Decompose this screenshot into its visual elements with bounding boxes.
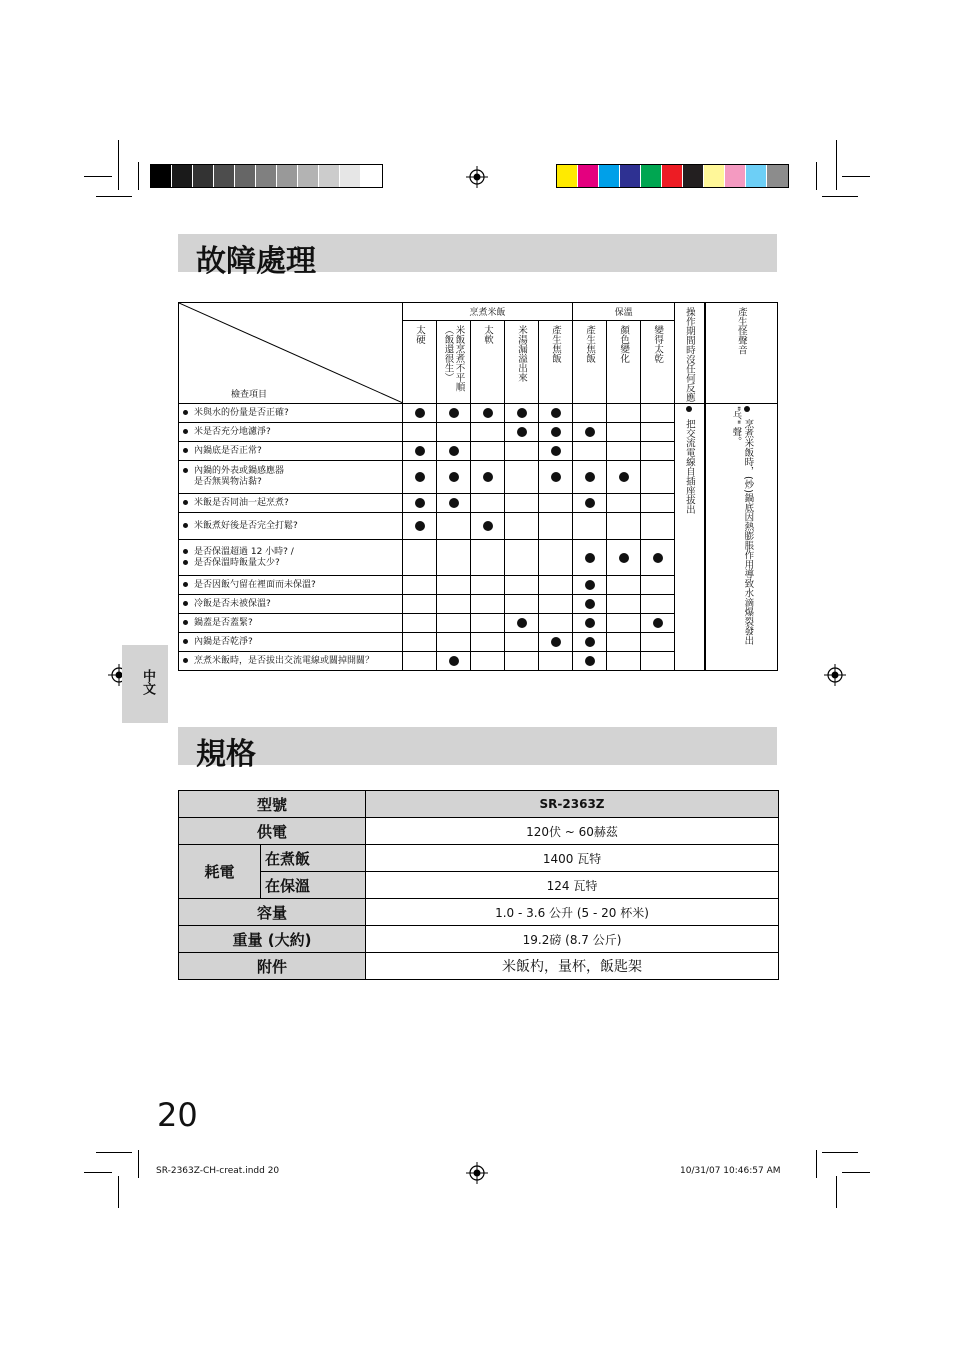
symptom-cell [403,442,437,461]
language-side-tab [122,645,168,723]
symptom-cell [539,442,573,461]
check-item-text: 米飯煮好後是否完全打鬆? [194,520,298,531]
registration-mark-icon [466,166,488,188]
symptom-cell [539,576,573,595]
bullet-icon [686,406,692,412]
check-item [179,652,403,671]
color-swatch [578,165,599,187]
check-item [179,576,403,595]
symptom-cell [505,461,539,494]
symptom-cell [403,494,437,513]
bullet-icon [183,523,188,528]
check-item [179,461,403,494]
symptom-cell [607,404,641,423]
symptom-cell [505,633,539,652]
symptom-cell [641,614,675,633]
crop-mark [96,196,132,197]
symptom-cell [573,494,607,513]
registration-mark-icon [824,664,846,686]
crop-mark [84,1172,112,1173]
dot-marker-icon [449,472,459,482]
symptom-cell [641,652,675,671]
model-value: SR-2363Z [366,791,779,818]
gray-swatch [340,165,361,187]
check-item [179,614,403,633]
crop-mark [816,1150,817,1178]
bullet-icon [183,448,188,453]
check-item-text: 是否保溫超過 12 小時? / [194,546,294,557]
dot-marker-icon [585,637,595,647]
operation-note-cell [675,404,705,671]
dot-marker-icon [415,446,425,456]
symptom-cell [573,614,607,633]
symptom-cell [437,540,471,576]
check-item-text: 冷飯是否未被保溫? [194,598,271,609]
symptom-cell [607,513,641,540]
color-swatch [725,165,746,187]
symptom-cell [539,423,573,442]
symptom-cell [573,423,607,442]
symptom-cell [573,461,607,494]
symptom-cell [403,595,437,614]
symptom-cell [539,652,573,671]
dot-marker-icon [415,408,425,418]
symptom-cell [471,540,505,576]
bullet-icon [183,468,188,473]
symptom-cell [573,442,607,461]
cooking-label: 在煮飯 [261,845,366,872]
gray-swatch [151,165,172,187]
power-label: 供電 [179,818,366,845]
symptom-cell [539,614,573,633]
symptom-cell [505,540,539,576]
warm-label: 在保溫 [261,872,366,899]
symptom-cell [437,423,471,442]
symptom-cell [437,652,471,671]
color-calibration-bar [556,164,789,188]
symptom-cell [471,461,505,494]
symptom-cell [607,576,641,595]
symptom-cell [505,614,539,633]
symptom-cell [403,576,437,595]
symptom-cell [403,404,437,423]
symptom-cell [437,404,471,423]
bullet-icon [183,582,188,587]
crop-mark [118,1176,119,1208]
bullet-icon [183,549,188,554]
check-item [179,540,403,576]
crop-mark [816,162,817,190]
symptom-cell [471,595,505,614]
warm-value: 124 瓦特 [366,872,779,899]
dot-marker-icon [653,618,663,628]
power-value: 120伏 ~ 60赫茲 [366,818,779,845]
symptom-cell [471,513,505,540]
check-item-text: 鍋蓋是否蓋緊? [194,617,253,628]
bullet-icon [183,500,188,505]
crop-mark [118,140,119,190]
dot-marker-icon [551,472,561,482]
dot-marker-icon [551,427,561,437]
symptom-column-header: 太軟 [471,321,505,404]
symptom-cell [573,652,607,671]
symptom-cell [641,494,675,513]
crop-mark [836,140,837,190]
gray-swatch [361,165,382,187]
check-item-text: 米飯是否同油一起烹煮? [194,497,289,508]
symptom-cell [505,423,539,442]
symptom-cell [403,513,437,540]
symptom-cell [437,576,471,595]
dot-marker-icon [415,498,425,508]
noise-note: 烹煮米飯時，(炒)鍋底因熱膨脹作用導致水滴爆裂發出 "乓" 聲。 [730,406,754,645]
symptom-cell [641,423,675,442]
symptom-cell [607,595,641,614]
dot-marker-icon [483,472,493,482]
dot-marker-icon [585,472,595,482]
symptom-cell [471,652,505,671]
symptom-cell [539,494,573,513]
check-item-text: 米與水的份量是否正確? [194,407,289,418]
symptom-cell [437,633,471,652]
symptom-cell [471,494,505,513]
symptom-column-header: 太硬 [403,321,437,404]
registration-mark-icon [466,1162,488,1184]
diagonal-line [179,303,403,403]
gray-swatch [298,165,319,187]
dot-marker-icon [517,618,527,628]
group-keepwarm: 保溫 [573,303,675,321]
check-items-header [179,303,403,404]
gray-swatch [277,165,298,187]
color-swatch [641,165,662,187]
symptom-cell [539,461,573,494]
symptom-cell [641,576,675,595]
symptom-column-header: 產生焦飯 [539,321,573,404]
bullet-icon [183,410,188,415]
crop-mark [822,1152,858,1153]
symptom-cell [607,423,641,442]
noise-note-cell [705,404,778,671]
weight-value: 19.2磅 (8.7 公斤) [366,926,779,953]
symptom-cell [573,633,607,652]
specs-title: 規格 [196,737,256,772]
dot-marker-icon [585,599,595,609]
symptom-cell [573,576,607,595]
check-item [179,423,403,442]
dot-marker-icon [517,427,527,437]
symptom-cell [607,461,641,494]
symptom-cell [607,494,641,513]
symptom-cell [539,633,573,652]
specs-table [178,790,779,980]
symptom-cell [607,442,641,461]
dot-marker-icon [619,553,629,563]
symptom-cell [403,540,437,576]
table-row [179,404,778,423]
accessories-label: 附件 [179,953,366,980]
color-swatch [767,165,788,187]
dot-marker-icon [449,408,459,418]
dot-marker-icon [585,427,595,437]
check-item-text: 內鍋底是否正常? [194,445,262,456]
dot-marker-icon [585,553,595,563]
dot-marker-icon [449,498,459,508]
dot-marker-icon [653,553,663,563]
dot-marker-icon [585,656,595,666]
group-cooking: 烹煮米飯 [403,303,573,321]
color-swatch [662,165,683,187]
crop-mark [84,176,112,177]
crop-mark [138,1150,139,1178]
troubleshooting-title: 故障處理 [196,244,316,279]
symptom-cell [471,614,505,633]
crop-mark [842,1172,870,1173]
specs-header [178,727,777,772]
bullet-icon [183,560,188,565]
crop-mark [842,176,870,177]
gray-swatch [319,165,340,187]
gray-swatch [172,165,193,187]
col-operation: 操作期間時沒任何反應 [675,303,705,404]
capacity-label: 容量 [179,899,366,926]
check-item [179,595,403,614]
dot-marker-icon [619,472,629,482]
bullet-icon [183,601,188,606]
bullet-icon [183,620,188,625]
dot-marker-icon [551,637,561,647]
dot-marker-icon [483,521,493,531]
symptom-cell [471,404,505,423]
dot-marker-icon [551,408,561,418]
color-swatch [557,165,578,187]
crop-mark [822,196,858,197]
symptom-cell [573,540,607,576]
symptom-cell [641,404,675,423]
symptom-cell [607,633,641,652]
weight-label: 重量 (大約) [179,926,366,953]
symptom-cell [403,652,437,671]
symptom-cell [437,513,471,540]
check-items-label: 檢查項目 [231,390,268,400]
symptom-cell [403,633,437,652]
check-item-text: 烹煮米飯時，是否拔出交流電線或關掉開關？ [194,655,375,666]
dot-marker-icon [517,408,527,418]
symptom-cell [471,576,505,595]
symptom-cell [471,633,505,652]
symptom-cell [539,513,573,540]
bullet-icon [183,658,188,663]
dot-marker-icon [483,408,493,418]
symptom-cell [505,494,539,513]
page-number: 20 [157,1096,198,1134]
gray-calibration-bar [150,164,383,188]
check-item-text: 是否無異物沾黏? [194,477,262,487]
symptom-cell [505,595,539,614]
crop-mark [836,1176,837,1208]
crop-mark [138,162,139,190]
accessories-value: 米飯杓，量杯，飯匙架 [366,953,779,980]
symptom-cell [641,442,675,461]
color-swatch [746,165,767,187]
symptom-cell [573,513,607,540]
symptom-cell [573,595,607,614]
check-item-text: 內鍋的外表或鍋感應器 [194,466,285,476]
consumption-label: 耗電 [179,845,261,899]
dot-marker-icon [449,656,459,666]
symptom-cell [607,652,641,671]
color-swatch [683,165,704,187]
gray-swatch [214,165,235,187]
color-swatch [620,165,641,187]
symptom-cell [437,595,471,614]
bullet-icon [744,406,750,412]
capacity-value: 1.0 - 3.6 公升 (5 - 20 杯米) [366,899,779,926]
symptom-cell [641,595,675,614]
dot-marker-icon [449,446,459,456]
bullet-icon [183,429,188,434]
dot-marker-icon [585,618,595,628]
check-item [179,633,403,652]
check-item-text: 是否保溫時飯量太少? [194,557,280,568]
color-swatch [599,165,620,187]
symptom-cell [437,494,471,513]
operation-note: 把交流電線自插座拔出 [683,419,695,515]
footer-file: SR-2363Z-CH-creat.indd 20 [156,1166,280,1176]
symptom-cell [539,404,573,423]
side-tab-label: 中文 [140,669,155,695]
symptom-cell [505,513,539,540]
check-item-text: 是否因飯勺留在裡面而未保溫? [194,579,316,590]
symptom-cell [641,540,675,576]
symptom-column-header: 顏色變化 [607,321,641,404]
footer-timestamp: 10/31/07 10:46:57 AM [680,1166,781,1176]
dot-marker-icon [585,498,595,508]
gray-swatch [235,165,256,187]
symptom-cell [505,652,539,671]
symptom-cell [471,442,505,461]
check-item [179,442,403,461]
col-noise: 產生怪聲音 [705,303,778,404]
model-label: 型號 [179,791,366,818]
symptom-cell [471,423,505,442]
symptom-cell [607,540,641,576]
gray-swatch [193,165,214,187]
dot-marker-icon [415,521,425,531]
symptom-cell [437,614,471,633]
symptom-cell [437,442,471,461]
symptom-cell [641,633,675,652]
symptom-cell [403,614,437,633]
symptom-cell [505,576,539,595]
cooking-value: 1400 瓦特 [366,845,779,872]
symptom-cell [641,461,675,494]
symptom-cell [539,595,573,614]
symptom-cell [403,423,437,442]
color-swatch [704,165,725,187]
troubleshooting-table [178,302,777,666]
bullet-icon [183,639,188,644]
check-item-text: 內鍋是否乾淨? [194,636,253,647]
gray-swatch [256,165,277,187]
symptom-column-header: 變得太乾 [641,321,675,404]
symptom-cell [539,540,573,576]
symptom-cell [403,461,437,494]
crop-mark [96,1152,132,1153]
symptom-cell [573,404,607,423]
symptom-cell [437,461,471,494]
symptom-cell [505,442,539,461]
symptom-column-header: 產生焦飯 [573,321,607,404]
symptom-cell [505,404,539,423]
symptom-column-header: 米湯漏溢出來 [505,321,539,404]
dot-marker-icon [551,446,561,456]
check-item-text: 米是否充分地濾淨? [194,426,271,437]
symptom-cell [607,614,641,633]
check-item [179,404,403,423]
troubleshooting-header [178,234,777,279]
check-item [179,513,403,540]
dot-marker-icon [585,580,595,590]
symptom-cell [641,513,675,540]
symptom-column-header: 米飯烹煮不平順（飯還很生） [437,321,471,404]
check-item [179,494,403,513]
dot-marker-icon [415,472,425,482]
